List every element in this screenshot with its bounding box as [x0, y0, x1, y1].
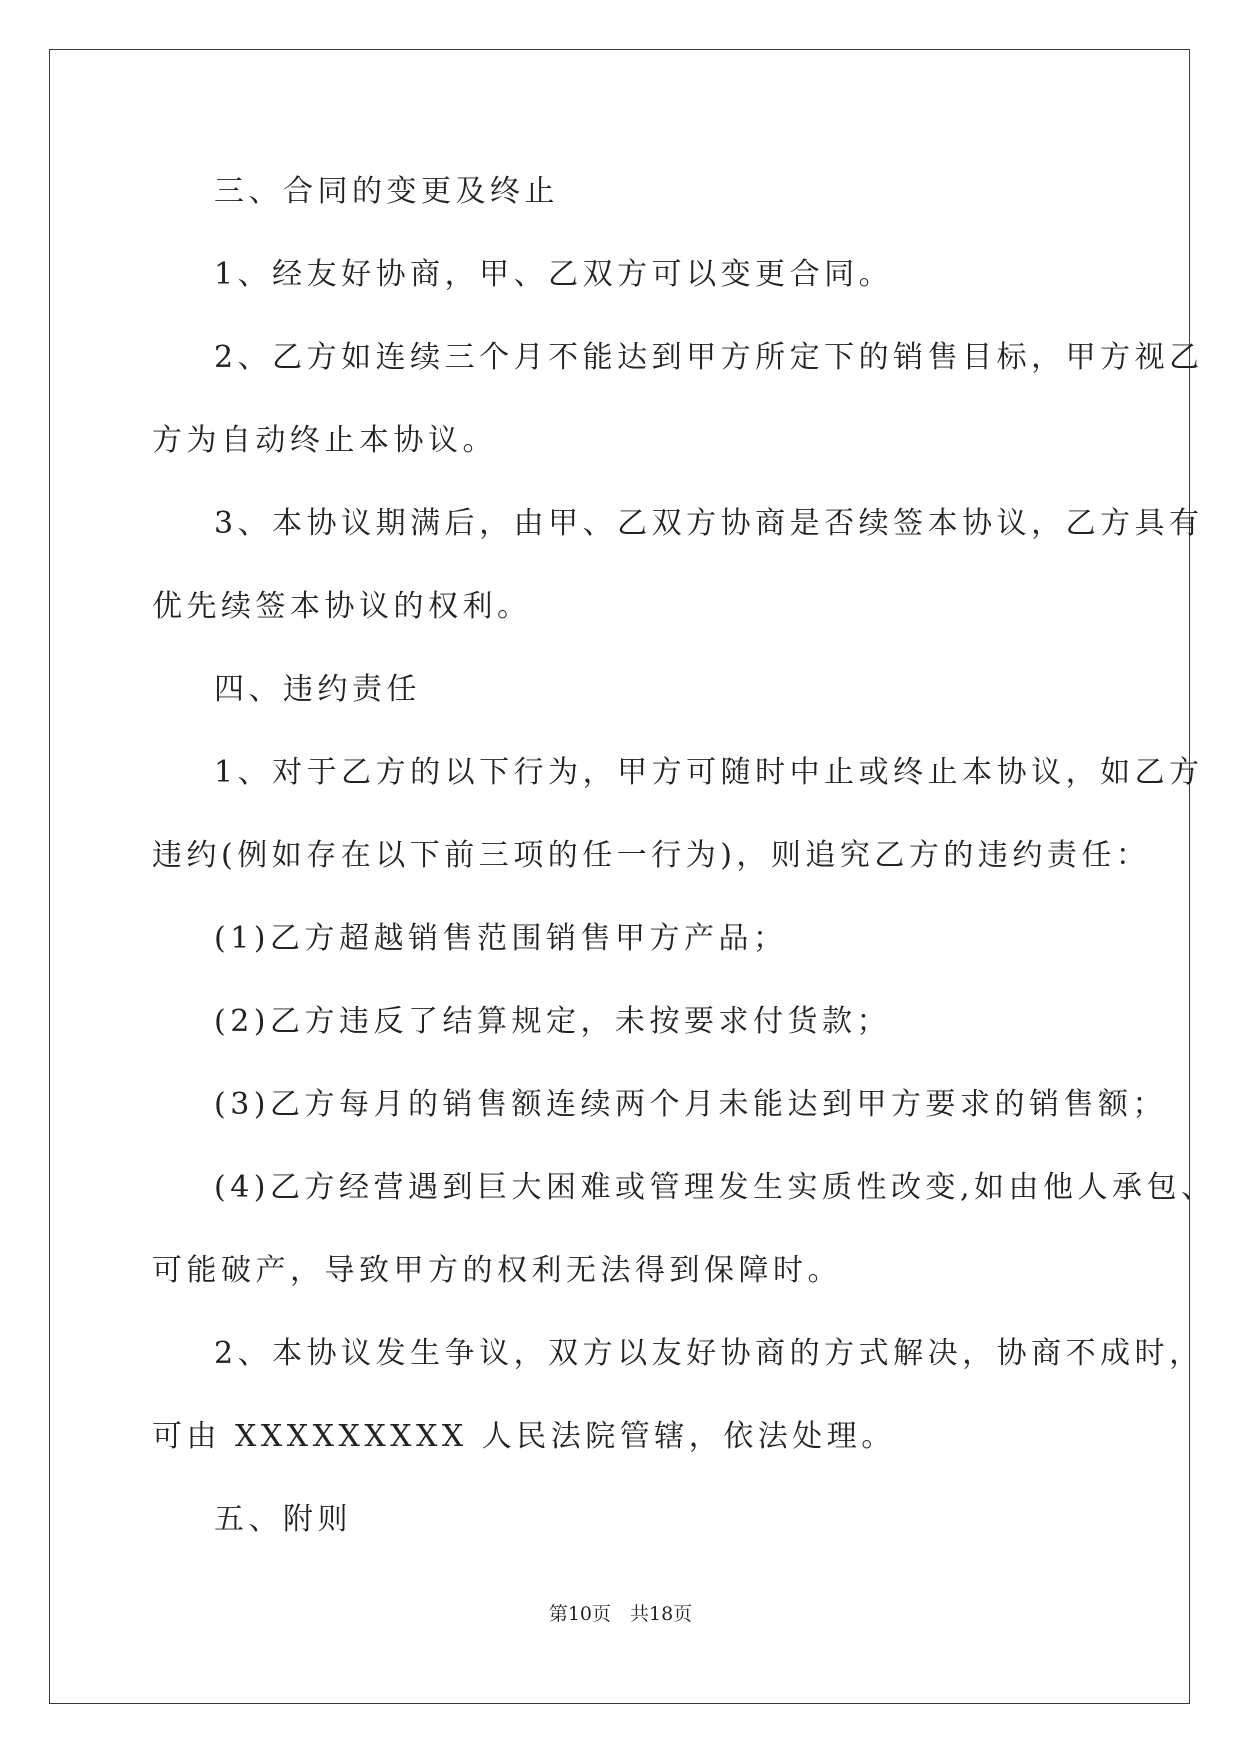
paragraph-line: 方为自动终止本协议。 [152, 423, 497, 458]
paragraph-line: 优先续签本协议的权利。 [152, 589, 532, 624]
list-item: (1)乙方超越销售范围销售甲方产品； [214, 921, 788, 956]
list-item: (4)乙方经营遇到巨大困难或管理发生实质性改变,如由他人承包、 [214, 1170, 1216, 1205]
list-item: (3)乙方每月的销售额连续两个月未能达到甲方要求的销售额； [214, 1087, 1167, 1122]
paragraph-line: 1、经友好协商，甲、乙双方可以变更合同。 [214, 257, 894, 292]
paragraph-line: 2、本协议发生争议，双方以友好协商的方式解决，协商不成时， [214, 1336, 1204, 1371]
paragraph-line: 3、本协议期满后，由甲、乙双方协商是否续签本协议，乙方具有 [214, 506, 1204, 541]
page-number-footer: 第10页 共18页 [548, 1603, 693, 1625]
paragraph-line: 1、对于乙方的以下行为，甲方可随时中止或终止本协议，如乙方 [214, 755, 1204, 790]
list-item: (2)乙方违反了结算规定，未按要求付货款； [214, 1004, 891, 1039]
paragraph-line: 可能破产，导致甲方的权利无法得到保障时。 [152, 1253, 842, 1288]
section-heading-5: 五、附则 [214, 1502, 352, 1537]
section-heading-4: 四、违约责任 [214, 672, 421, 707]
section-heading-3: 三、合同的变更及终止 [214, 174, 559, 209]
paragraph-line: 可由 XXXXXXXXX 人民法院管辖，依法处理。 [152, 1419, 896, 1454]
paragraph-line: 违约(例如存在以下前三项的任一行为)，则追究乙方的违约责任： [152, 838, 1151, 873]
paragraph-line: 2、乙方如连续三个月不能达到甲方所定下的销售目标，甲方视乙 [214, 340, 1204, 375]
